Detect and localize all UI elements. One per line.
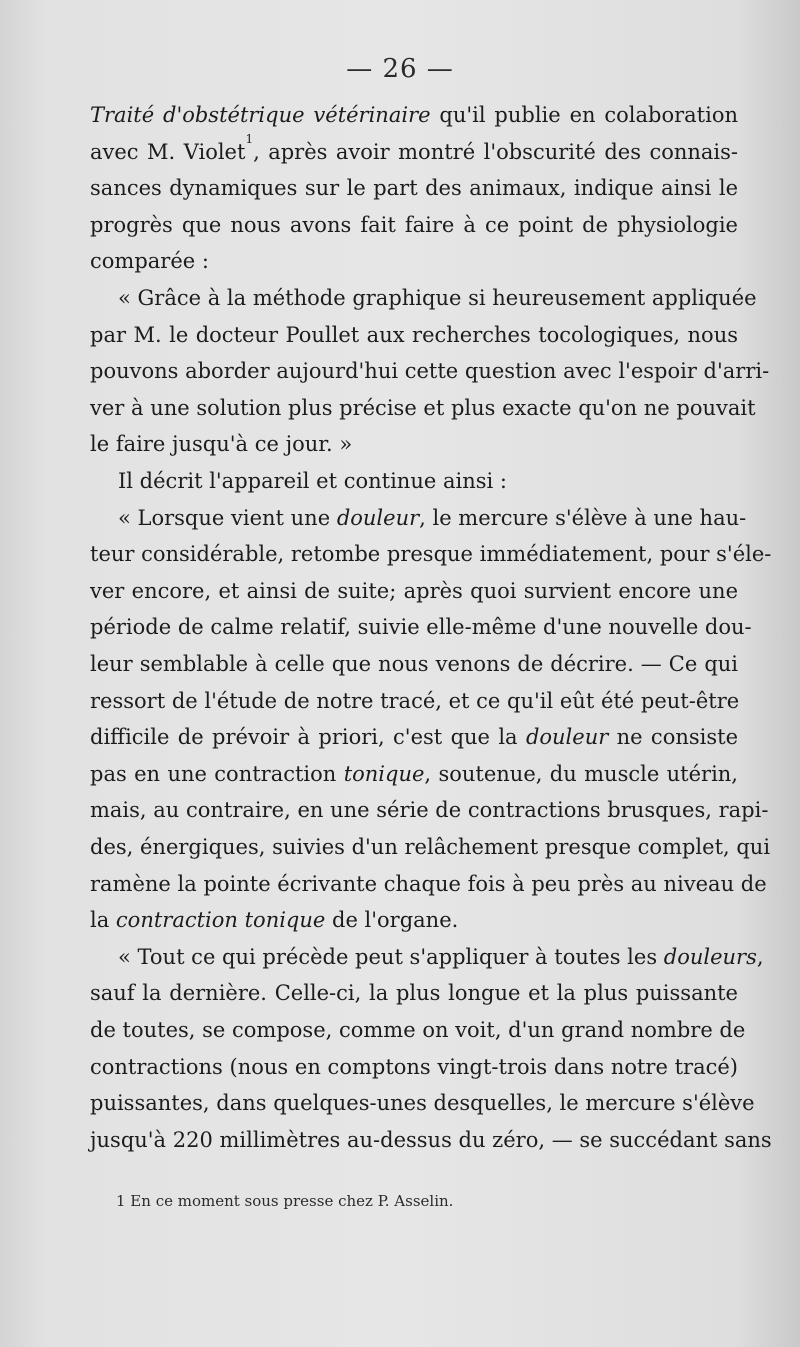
italic-text: Traité d'obstétrique vétérinaire: [90, 103, 431, 127]
text-span: « Lorsque vient une: [118, 505, 337, 530]
text-span: qu'il publie en colaboration: [430, 103, 738, 127]
text-line: [90, 755, 738, 793]
text-span: la: [90, 908, 116, 933]
text-span: leur semblable à celle que nous venons de décrire. — Ce qui: [90, 652, 738, 676]
text-span: ver à une solution plus précise et plus exacte qu'on ne pouvait: [90, 395, 756, 420]
text-span: puissantes, dans quelques-unes desquelles, le mercure s'élève: [90, 1091, 755, 1116]
italic-text: tonique: [343, 761, 425, 786]
text-line: [90, 425, 738, 463]
text-span: « Grâce à la méthode graphique si heureusement appliquée: [118, 286, 757, 310]
text-span: pas en une contraction: [90, 761, 344, 786]
text-line: [90, 96, 738, 134]
text-span: sances dynamiques sur le part des animaux, indique ainsi le: [90, 176, 738, 201]
text-line: [90, 169, 738, 207]
text-span: ,: [756, 944, 764, 969]
text-line: [90, 352, 770, 390]
text-line: [90, 316, 738, 354]
text-line: [90, 1121, 772, 1159]
text-line: [90, 718, 738, 756]
text-line: [90, 791, 769, 829]
text-span: teur considérable, retombe presque immédiatement, pour s'éle-: [90, 542, 772, 567]
text-span: difficile de prévoir à priori, c'est que la: [90, 725, 526, 750]
footnote-ref: 1: [245, 131, 254, 146]
text-line: [90, 535, 772, 573]
text-line: [90, 206, 738, 244]
text-line: [90, 133, 738, 171]
page-number: — 26 —: [346, 54, 454, 84]
text-span: le faire jusqu'à ce jour. »: [90, 432, 353, 457]
text-span: de toutes, se compose, comme on voit, d'un grand nombre de: [90, 1018, 746, 1042]
text-line: [90, 1048, 738, 1086]
text-span: « Tout ce qui précède peut s'appliquer à toutes les: [118, 944, 664, 969]
text-line: [90, 572, 738, 610]
italic-text: contraction tonique: [115, 908, 326, 933]
text-line: [90, 462, 738, 500]
text-span: , après avoir montré l'obscurité des connais-: [253, 139, 739, 164]
text-line: [90, 1011, 746, 1049]
italic-text: douleur: [525, 725, 609, 750]
text-span: ramène la pointe écrivante chaque fois à peu près au niveau de: [90, 871, 767, 896]
text-span: des, énergiques, suivies d'un relâchement presque complet, qui: [90, 835, 771, 859]
text-span: ne consiste: [608, 725, 739, 750]
text-span: mais, au contraire, en une série de contractions brusques, rapi-: [90, 798, 769, 823]
text-line: [90, 828, 771, 866]
text-line: [90, 279, 757, 317]
text-span: progrès que nous avons fait faire à ce point de physiologie: [90, 212, 738, 237]
text-span: contractions (nous en comptons vingt-trois dans notre tracé): [90, 1054, 738, 1079]
text-line: [90, 865, 767, 903]
italic-text: douleurs: [663, 944, 757, 969]
text-span: ressort de l'étude de notre tracé, et ce qu'il eût été peut-être: [90, 688, 740, 713]
text-span: ver encore, et ainsi de suite; après quoi survient encore une: [90, 578, 738, 603]
text-span: jusqu'à 220 millimètres au-dessus du zéro, — se succédant sans: [90, 1127, 772, 1152]
text-span: de l'organe.: [325, 908, 459, 933]
text-span: Il décrit l'appareil et continue ainsi :: [118, 469, 507, 493]
text-line: [90, 608, 752, 646]
footnote: 1 En ce moment sous presse chez P. Asselin.: [116, 1192, 454, 1210]
text-span: , le mercure s'élève à une hau-: [419, 505, 747, 530]
text-line: [90, 682, 738, 720]
text-span: période de calme relatif, suivie elle-même d'une nouvelle dou-: [90, 615, 752, 640]
text-span: , soutenue, du muscle utérin,: [424, 761, 738, 786]
text-line: [90, 499, 747, 537]
text-span: avec M. Violet: [90, 139, 246, 164]
text-line: [90, 974, 738, 1012]
text-line: [90, 242, 738, 280]
text-span: sauf la dernière. Celle-ci, la plus longue et la plus puissante: [90, 981, 738, 1006]
text-span: comparée :: [90, 249, 209, 274]
text-line: [90, 1084, 755, 1122]
text-span: par M. le docteur Poullet aux recherches tocologiques, nous: [90, 322, 738, 347]
text-line: [90, 901, 738, 939]
text-line: [90, 645, 738, 683]
text-line: [90, 938, 764, 976]
text-span: pouvons aborder aujourd'hui cette question avec l'espoir d'arri-: [90, 359, 770, 384]
italic-text: douleur: [336, 505, 420, 530]
text-line: [90, 389, 756, 427]
